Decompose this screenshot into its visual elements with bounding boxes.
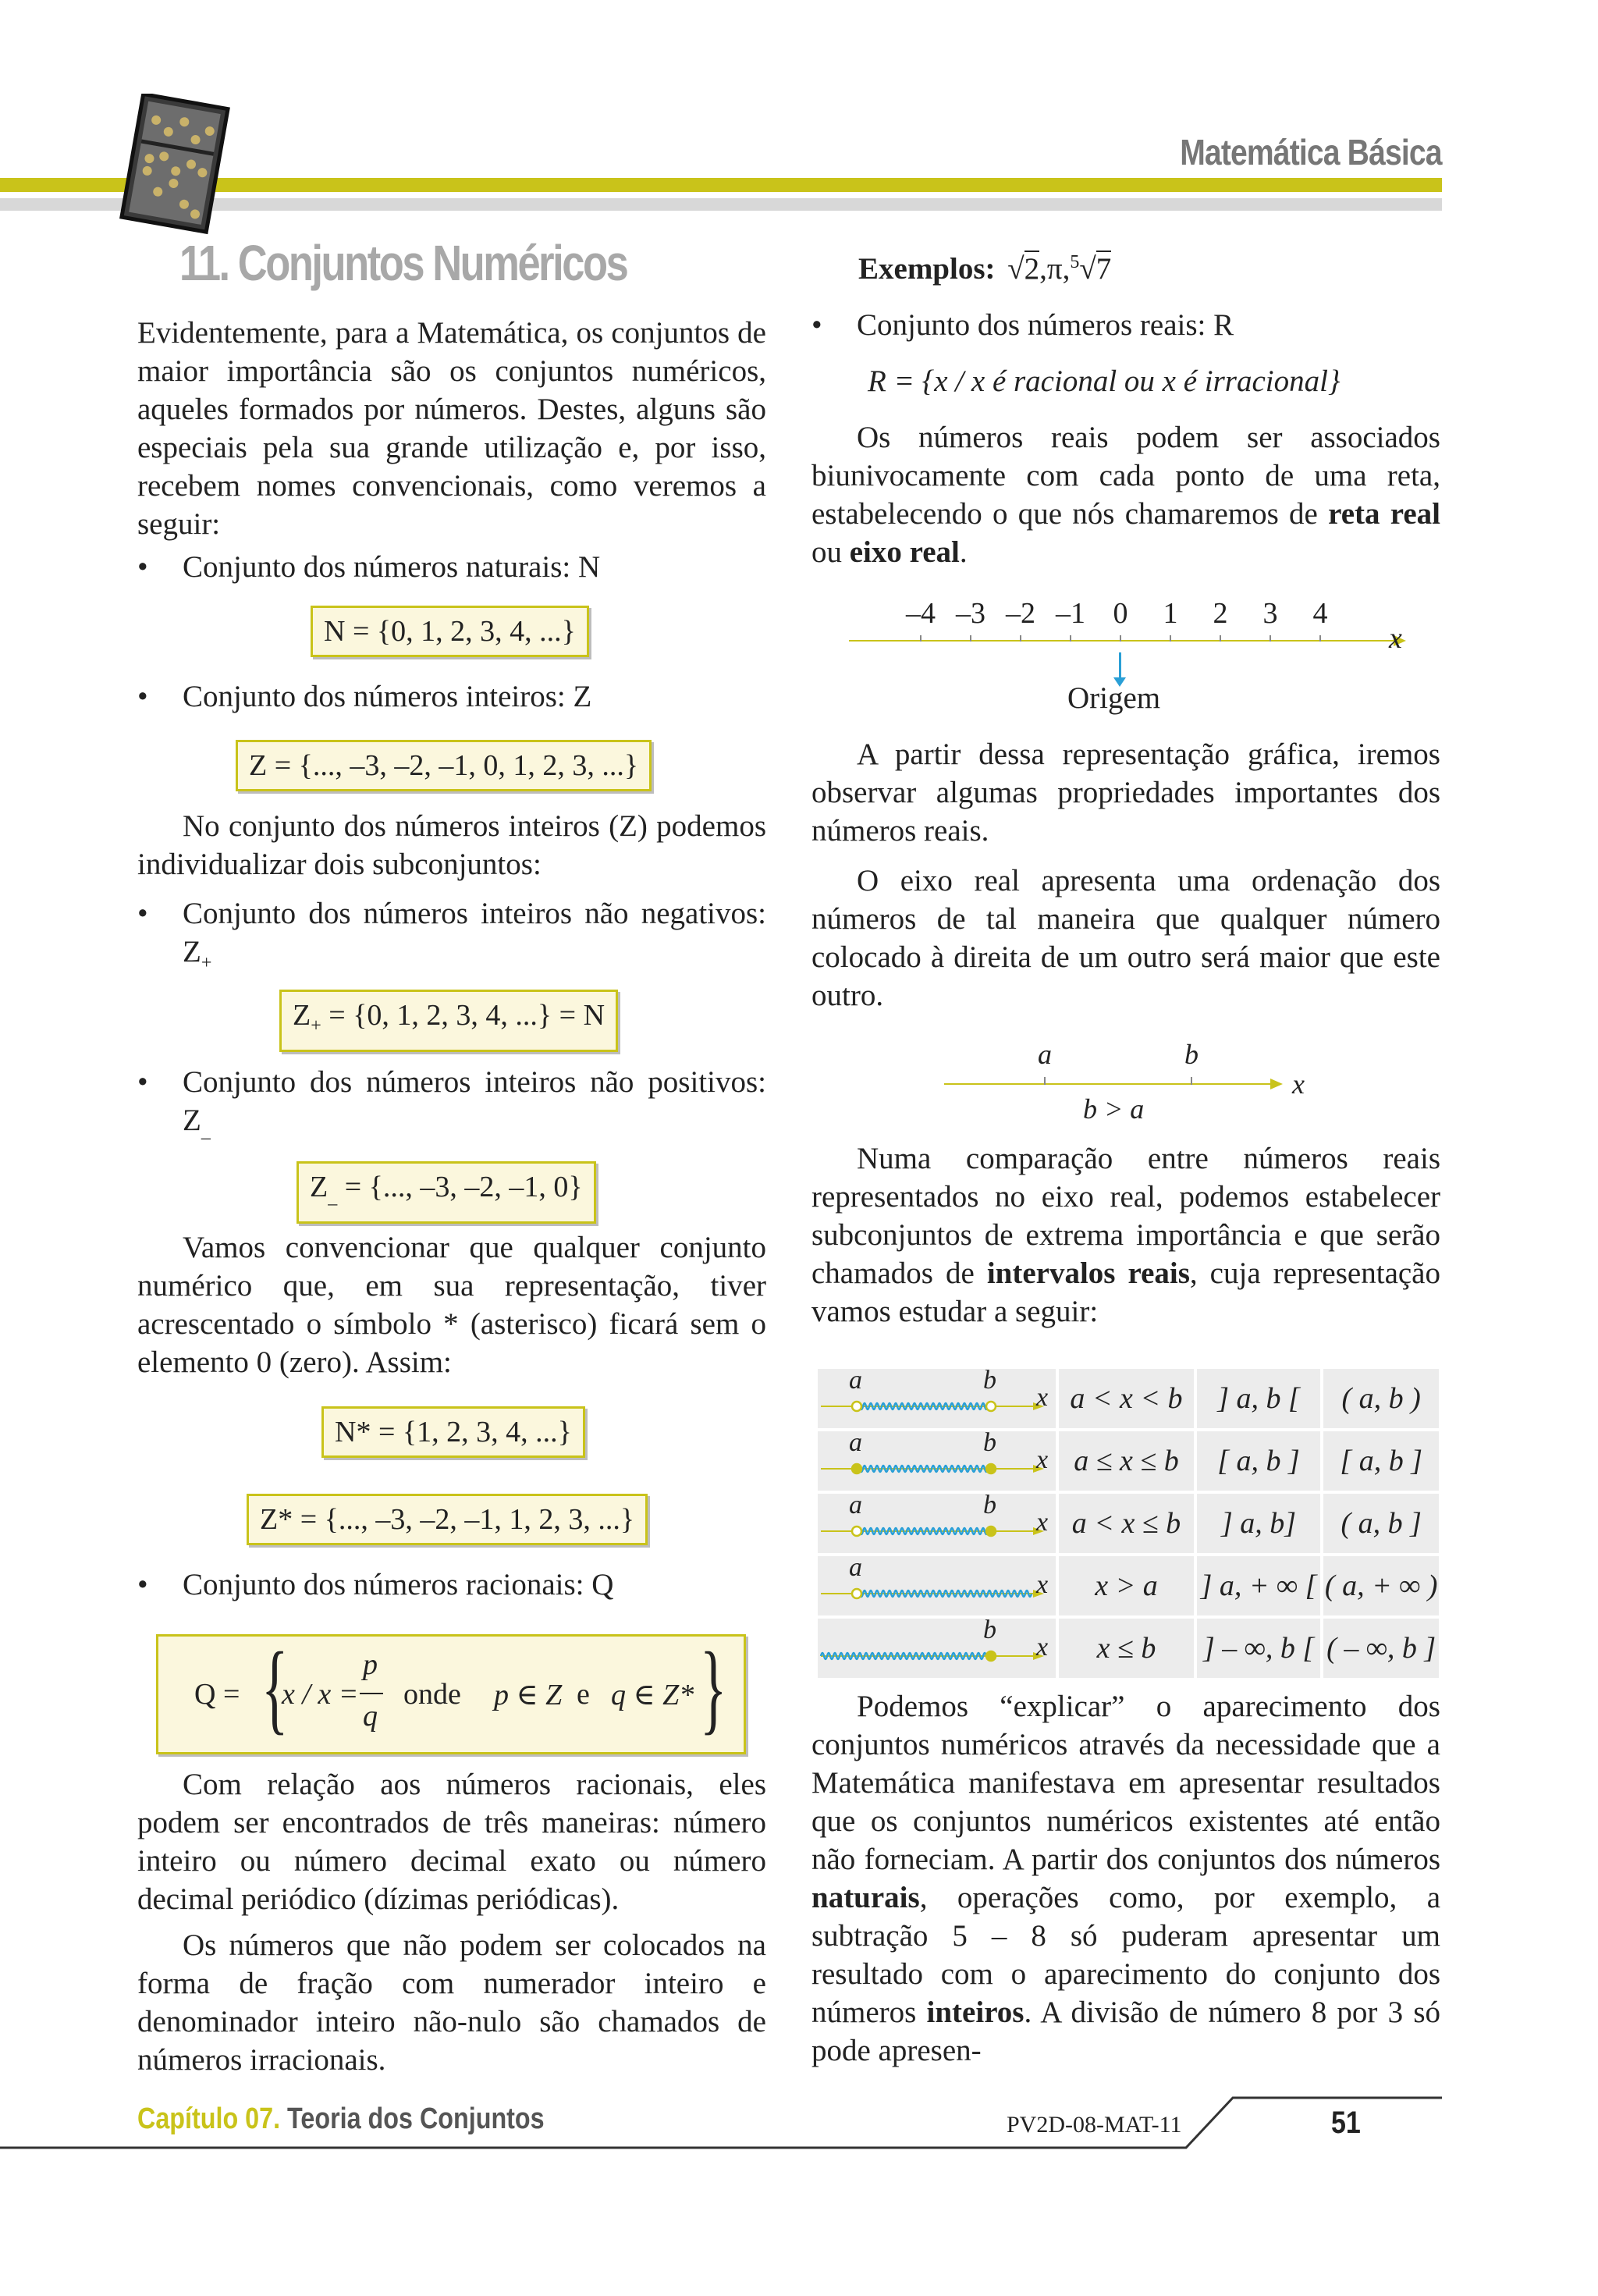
examples-line: Exemplos: √2,π,$^5$√7	[858, 252, 1112, 286]
axis-tick	[970, 635, 971, 642]
order-b-label: b	[1184, 1039, 1198, 1070]
paragraph-rationals: Com relação aos números racionais, eles podem ser encontrados de três maneiras: número inteiro ou número decimal exato ou número decimal periódico (dízimas periódicas).	[137, 1768, 766, 1916]
paragraph-asterisk: Vamos convencionar que qualquer conjunto numérico que, em sua representação, tiver acrescentado o símbolo * (asterisco) ficará sem o elemento 0 (zero). Assim:	[137, 1231, 766, 1379]
q-cond1: p ∈ Z	[494, 1679, 563, 1711]
interval-diagram	[818, 1491, 1056, 1553]
explain-text-1: Podemos “explicar” o aparecimento dos conjuntos numéricos através da necessidade que a Matemática manifestava em apresentar resultados que os conjuntos numéricos existentes até então não forneciam. A partir dos conjuntos dos números	[811, 1690, 1440, 1876]
interval-x-label: x	[1036, 1633, 1049, 1662]
interval-b-label: b	[983, 1615, 996, 1644]
interval-row	[818, 1556, 1439, 1615]
reals-bold-1: reta real	[1328, 497, 1440, 531]
interval-ineq: a < x < b	[1059, 1369, 1193, 1428]
nonneg-sub: +	[201, 952, 212, 973]
interval-bracket: ] a, b]	[1197, 1494, 1321, 1553]
axis-tick-label: –4	[906, 597, 936, 630]
box-nonnegative	[279, 990, 618, 1052]
axis-tick	[920, 635, 922, 642]
axis-tick-label: –3	[956, 597, 985, 630]
intervals-bold: intervalos reais	[986, 1256, 1190, 1290]
q-where: onde	[403, 1678, 461, 1711]
intervals-table	[815, 1366, 1442, 1681]
interval-ineq: a < x ≤ b	[1059, 1494, 1193, 1553]
footer-chapter	[137, 2102, 545, 2136]
interval-paren: [ a, b ]	[1323, 1431, 1439, 1491]
interval-bracket: [ a, b ]	[1197, 1431, 1321, 1491]
reals-bold-2: eixo real	[849, 535, 960, 569]
interval-paren: ( a, b )	[1323, 1369, 1439, 1428]
order-a-label: a	[1038, 1039, 1052, 1070]
box-nonpositive	[297, 1161, 596, 1224]
reals-text-or: ou	[811, 535, 842, 569]
q-lhs: Q =	[194, 1678, 240, 1711]
origin-label: Origem	[1067, 681, 1161, 715]
axis-tick-label: –2	[1006, 597, 1035, 630]
example-root-radicand: 7	[1096, 252, 1112, 286]
interval-b-label: b	[983, 1491, 996, 1519]
order-caption: b > a	[1083, 1093, 1145, 1125]
axis-tick	[1319, 635, 1321, 642]
interval-row	[818, 1431, 1439, 1491]
interval-x-label: x	[1036, 1508, 1049, 1537]
explain-bold-1: naturais	[811, 1881, 920, 1914]
interval-diagram	[818, 1428, 1056, 1491]
real-axis-var: x	[1389, 622, 1402, 655]
explain-bold-2: inteiros	[926, 1996, 1024, 2029]
paragraph-graph: A partir dessa representação gráfica, iremos observar algumas propriedades importantes dos números reais.	[811, 737, 1440, 848]
axis-tick	[1270, 635, 1271, 642]
box-nonneg-z: Z	[293, 999, 311, 1032]
explain-text-2: , operações como, por exemplo, a subtração 5 – 8 só puderam apresentar um resultado com o aparecimento do conjunto dos números	[811, 1881, 1440, 2029]
interval-diagram	[818, 1615, 1056, 1678]
box-integers-star: Z* = {..., –3, –2, –1, 1, 2, 3, ...}	[247, 1494, 648, 1545]
example-sqrt2-radicand: 2	[1024, 252, 1040, 286]
reals-definition: R = {x / x é racional ou x é irracional}	[868, 364, 1341, 398]
interval-paren: ( – ∞, b ]	[1323, 1619, 1439, 1678]
interval-x-label: x	[1036, 1570, 1049, 1599]
interval-paren: ( a, + ∞ )	[1323, 1556, 1439, 1615]
box-naturals: N = {0, 1, 2, 3, 4, ...}	[311, 606, 589, 657]
box-integers: Z = {..., –3, –2, –1, 0, 1, 2, 3, ...}	[236, 740, 652, 791]
bullet-dot: •	[137, 1568, 148, 1601]
axis-tick	[1170, 635, 1171, 642]
intro-paragraph: Evidentemente, para a Matemática, os conjuntos de maior importância são os conjuntos numéricos, aqueles formados por números. Destes, alguns são especiais pela sua grande utilização e, por isso, recebem nomes convencionais, como veremos a seguir:	[137, 316, 766, 541]
bullet-dot: •	[137, 897, 148, 930]
examples-label: Exemplos:	[858, 252, 996, 286]
interval-b-label: b	[983, 1366, 996, 1395]
paragraph-explain	[811, 1687, 1440, 2070]
explain-text-3: . A divisão de número 8 por 3 só pode apresen-	[811, 1996, 1440, 2067]
order-axis-line	[944, 1083, 1272, 1085]
order-tick-a	[1044, 1077, 1046, 1085]
section-title: 11. Conjuntos Numéricos	[179, 235, 627, 291]
axis-tick-label: 4	[1312, 597, 1328, 630]
example-root: √7	[1079, 252, 1112, 286]
bullet-nonnegative-text	[183, 894, 766, 983]
paragraph-order: O eixo real apresenta uma ordenação dos números de tal maneira que qualquer número colocado à direita de um outro será maior que este outro.	[811, 864, 1440, 1012]
interval-ineq: x > a	[1059, 1556, 1193, 1615]
box-nonneg-sub: +	[311, 1015, 321, 1036]
interval-bracket: ] a, + ∞ [	[1197, 1556, 1321, 1615]
axis-tick-label: 3	[1262, 597, 1278, 630]
interval-ineq: x ≤ b	[1059, 1619, 1193, 1678]
bullet-dot: •	[137, 680, 148, 713]
page-number: 51	[1331, 2106, 1361, 2140]
intervals-text-a: Numa comparação entre números reais representados no eixo real, podemos estabelecer subconjuntos de extrema importância e que serão chamados de	[811, 1142, 1440, 1290]
order-diagram	[944, 1038, 1319, 1132]
reals-end: .	[959, 535, 968, 569]
paragraph-subsets: No conjunto dos números inteiros (Z) podemos individualizar dois subconjuntos:	[137, 809, 766, 881]
order-tick-b	[1191, 1077, 1192, 1085]
axis-tick-label: 0	[1113, 597, 1128, 630]
box-naturals-star: N* = {1, 2, 3, 4, ...}	[321, 1406, 585, 1458]
footer-chapter-label: Capítulo 07.	[137, 2102, 281, 2135]
q-numerator: p	[363, 1648, 378, 1681]
q-brace-right: }	[700, 1632, 727, 1744]
paragraph-intervals	[811, 1139, 1440, 1331]
origin-arrow-line	[1119, 652, 1121, 679]
bullet-dot: •	[137, 1065, 148, 1099]
box-nonpos-sub: _	[328, 1187, 338, 1208]
interval-a-label: a	[849, 1428, 862, 1457]
interval-a-label: a	[849, 1366, 862, 1395]
interval-diagram	[818, 1366, 1056, 1428]
footer-chapter-title: Teoria dos Conjuntos	[287, 2102, 545, 2135]
header-title: Matemática Básica	[1180, 132, 1442, 172]
bullet-rationals-text: Conjunto dos números racionais: Q	[183, 1568, 614, 1601]
bullet-nonnegative	[137, 894, 766, 972]
paragraph-reals	[811, 418, 1440, 571]
q-fraction-bar	[360, 1693, 383, 1694]
footer-code: PV2D-08-MAT-11	[1007, 2112, 1182, 2138]
example-root-index: 5	[1070, 252, 1080, 272]
interval-bracket: ] – ∞, b [	[1197, 1619, 1321, 1678]
box-nonpos-rest: = {..., –3, –2, –1, 0}	[337, 1171, 583, 1203]
interval-diagram	[818, 1553, 1056, 1615]
bullet-nonpositive-text	[183, 1063, 766, 1151]
reals-text-a: Os números reais podem ser associados biunivocamente com cada ponto de uma reta, estabelecendo o que nós chamaremos de	[811, 421, 1440, 531]
bullet-reals-text: Conjunto dos números reais: R	[857, 308, 1234, 342]
q-denominator: q	[363, 1700, 378, 1733]
nonpos-sub: _	[201, 1121, 211, 1142]
interval-a-label: a	[849, 1553, 862, 1582]
box-nonneg-rest: = {0, 1, 2, 3, 4, ...} = N	[321, 999, 605, 1032]
interval-x-label: x	[1036, 1383, 1049, 1412]
interval-row	[818, 1619, 1439, 1678]
bullet-naturals-text: Conjunto dos números naturais: N	[183, 550, 601, 584]
example-pi: π	[1046, 252, 1063, 286]
abacus-logo	[117, 94, 242, 242]
interval-row	[818, 1369, 1439, 1428]
bullet-nonpositive	[137, 1063, 766, 1141]
q-and: e	[577, 1678, 590, 1711]
nonneg-label: Conjunto dos números inteiros não negativos: Z	[183, 897, 766, 969]
q-brace-left: {	[261, 1632, 289, 1744]
axis-tick	[1020, 635, 1021, 642]
real-axis-line	[849, 640, 1395, 642]
interval-x-label: x	[1036, 1445, 1049, 1474]
bullet-dot: •	[137, 550, 148, 584]
real-axis-diagram	[843, 596, 1420, 721]
interval-ineq: a ≤ x ≤ b	[1059, 1431, 1193, 1491]
interval-paren: ( a, b ]	[1323, 1494, 1439, 1553]
interval-row	[818, 1494, 1439, 1553]
axis-tick-label: 2	[1213, 597, 1228, 630]
axis-tick-label: 1	[1163, 597, 1178, 630]
order-x-label: x	[1292, 1068, 1305, 1100]
nonpos-label: Conjunto dos números inteiros não positivos: Z	[183, 1065, 766, 1137]
box-rationals-definition	[156, 1634, 746, 1754]
interval-bracket: ] a, b [	[1197, 1369, 1321, 1428]
bullet-integers-text: Conjunto dos números inteiros: Z	[183, 680, 592, 713]
axis-tick-label: –1	[1056, 597, 1085, 630]
interval-a-label: a	[849, 1491, 862, 1519]
intervals-text-c: , cuja representação vamos estudar a seguir:	[811, 1256, 1440, 1328]
example-sqrt2: √2	[1007, 252, 1040, 286]
q-x-part: x / x =	[282, 1678, 359, 1711]
box-nonpos-z: Z	[310, 1171, 328, 1203]
axis-tick	[1220, 635, 1221, 642]
q-cond2: q ∈ Z*	[611, 1679, 694, 1711]
order-axis-arrow	[1270, 1079, 1283, 1089]
paragraph-irrationals: Os números que não podem ser colocados na forma de fração com numerador inteiro e denominador inteiro não-nulo são chamados de números irracionais.	[137, 1928, 766, 2077]
axis-tick	[1070, 635, 1071, 642]
interval-b-label: b	[983, 1428, 996, 1457]
bullet-dot: •	[811, 308, 822, 342]
axis-tick	[1120, 635, 1121, 642]
